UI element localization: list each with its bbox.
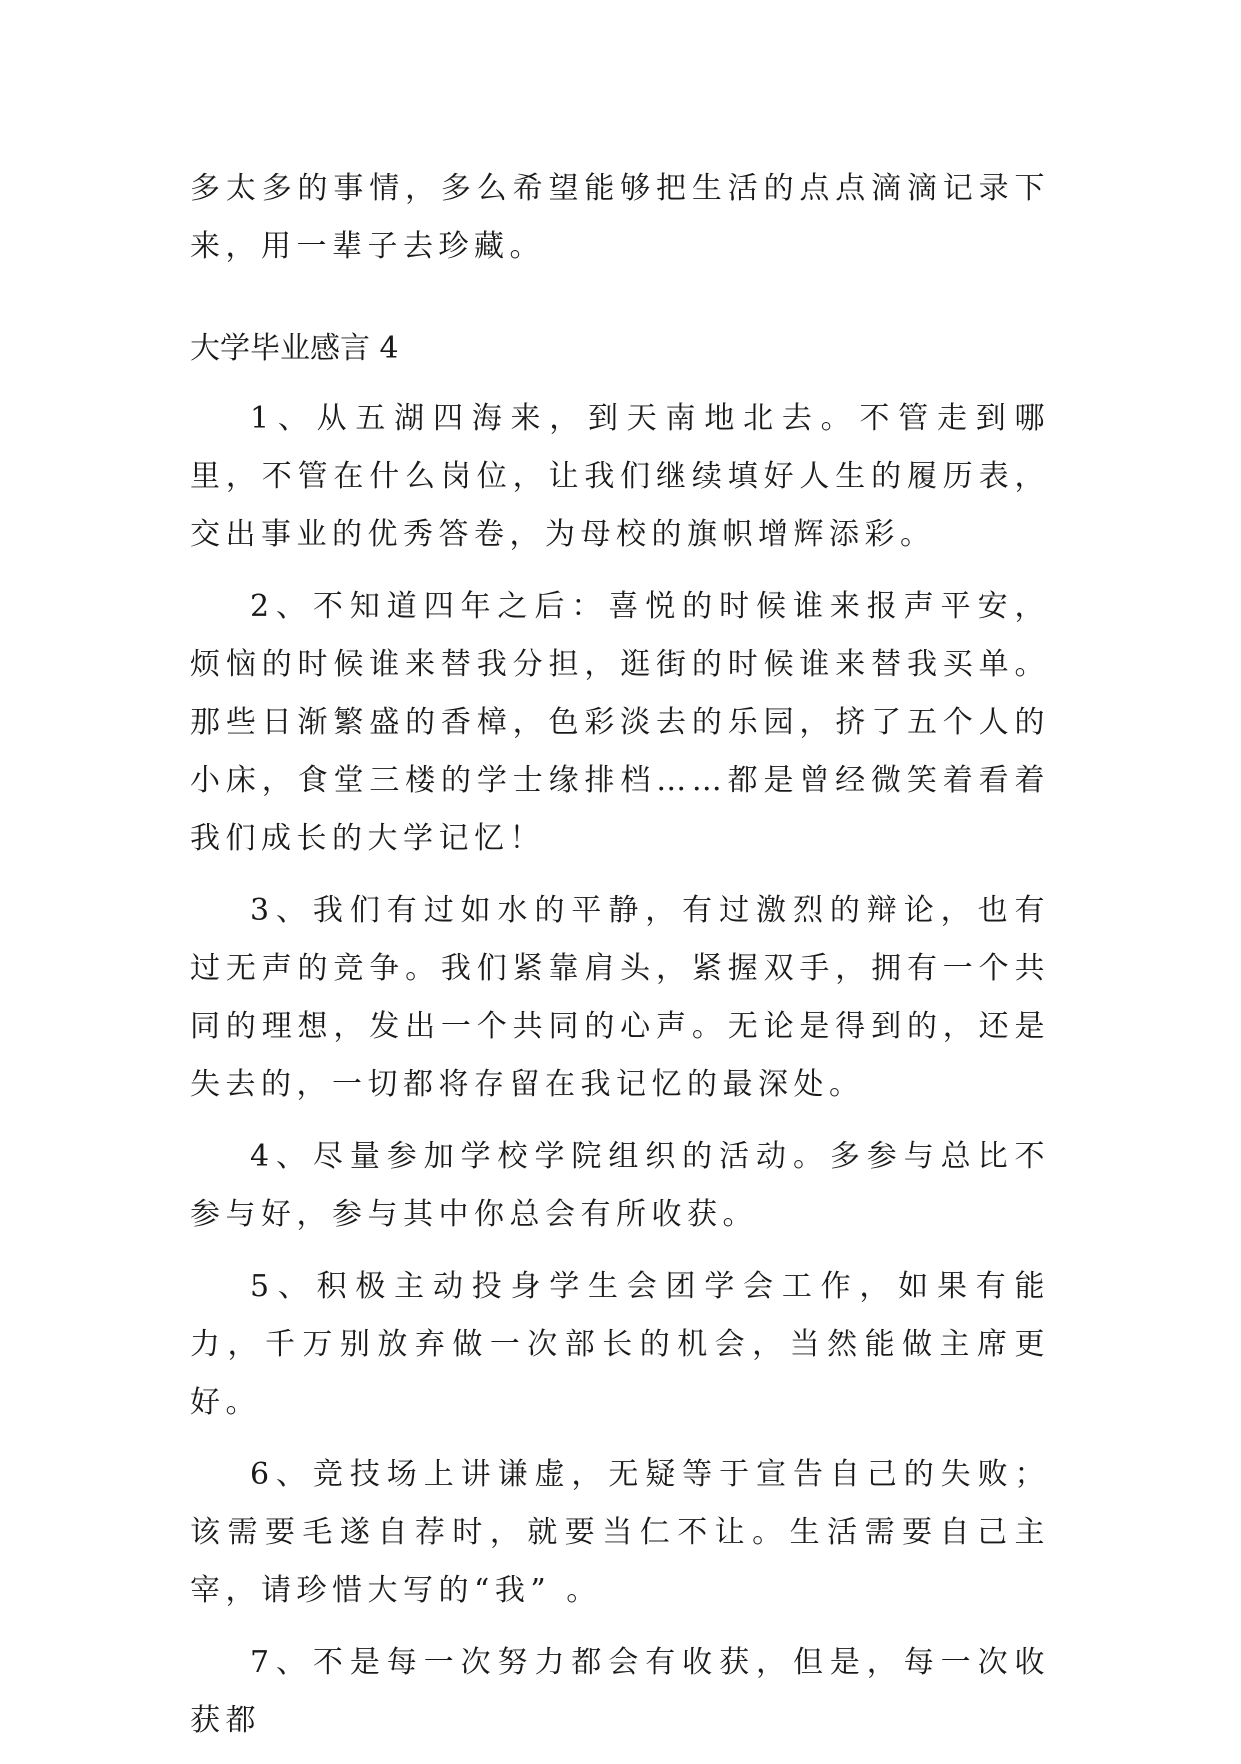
list-item: 3、我们有过如水的平静，有过激烈的辩论，也有过无声的竞争。我们紧靠肩头，紧握双手，拥有一个共同的理想，发出一个共同的心声。无论是得到的，还是失去的，一切都将存留在我记忆的最深处。 <box>190 893 1050 1102</box>
list-item: 2、不知道四年之后：喜悦的时候谁来报声平安，烦恼的时候谁来替我分担，逛街的时候谁来替我买单。那些日渐繁盛的香樟，色彩淡去的乐园，挤了五个人的小床，食堂三楼的学士缘排档……都是曾经微笑着看着我们成长的大学记忆！ <box>190 589 1050 856</box>
list-item: 6、竞技场上讲谦虚，无疑等于宣告自己的失败；该需要毛遂自荐时，就要当仁不让。生活需要自己主宰，请珍惜大写的“我” 。 <box>190 1457 1050 1608</box>
list-item: 1、从五湖四海来，到天南地北去。不管走到哪里，不管在什么岗位，让我们继续填好人生的履历表，交出事业的优秀答卷，为母校的旗帜增辉添彩。 <box>190 401 1050 552</box>
list-item: 5、积极主动投身学生会团学会工作，如果有能力，千万别放弃做一次部长的机会，当然能做主席更好。 <box>190 1269 1050 1420</box>
list-item: 7、不是每一次努力都会有收获，但是，每一次收获都 <box>190 1645 1050 1738</box>
section-heading: 大学毕业感言 4 <box>190 331 399 366</box>
paragraph-continued: 多太多的事情，多么希望能够把生活的点点滴滴记录下来，用一辈子去珍藏。 <box>190 171 1050 264</box>
document-body <box>190 160 1050 1764</box>
list-item: 4、尽量参加学校学院组织的活动。多参与总比不参与好，参与其中你总会有所收获。 <box>190 1139 1050 1232</box>
